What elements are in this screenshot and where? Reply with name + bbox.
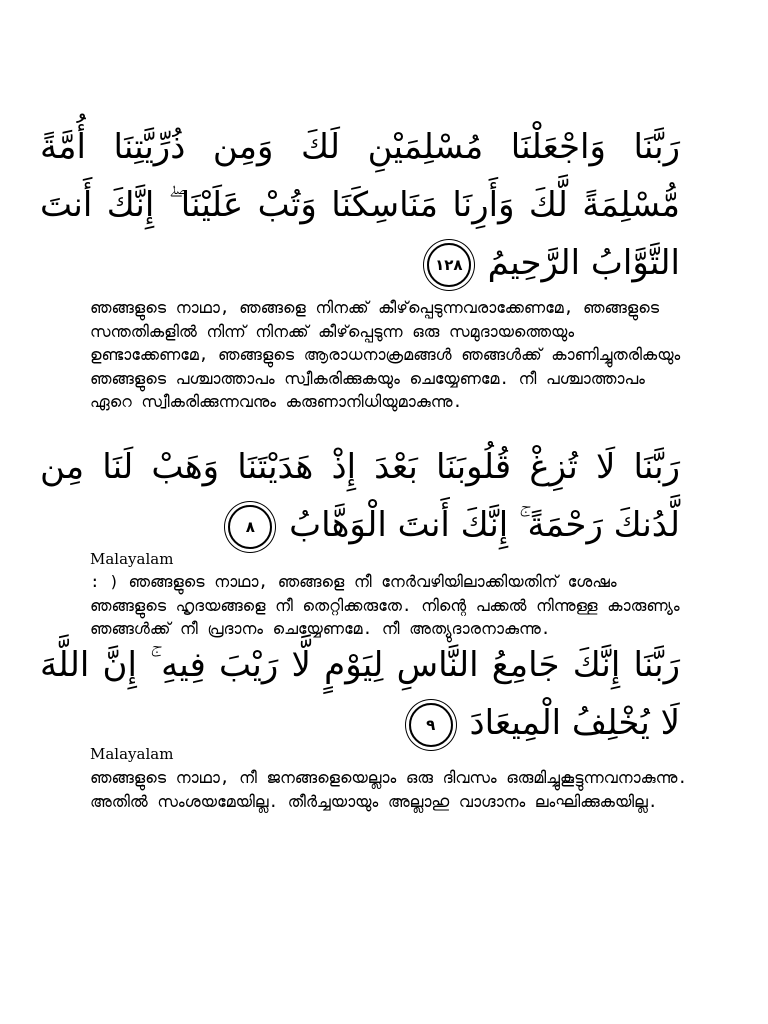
arabic-verse-3-text: رَبَّنَا إِنَّكَ جَامِعُ النَّاسِ لِيَوْمٍ لَّا رَيْبَ فِيهِ ۚ إِنَّ اللَّهَ لَا يُخْلِفُ الْمِيعَادَ [40, 645, 680, 743]
ayah-number-marker: ٩ [409, 703, 453, 747]
ayah-number-marker: ٨ [228, 505, 272, 549]
ayah-number-marker: ١٢٨ [427, 243, 471, 287]
arabic-verse-3 [40, 636, 680, 752]
translation-verse-3: ഞങ്ങളുടെ നാഥാ, നീ ജനങ്ങളെയെല്ലാം ഒരു ദിവസം ഒരുമിച്ചുകൂട്ടുന്നവനാകുന്നു. അതില്‍ സംശയമേയില്ല. തീര്‍ച്ചയായും അല്ലാഹു വാഗ്ദാനം ലംഘിക്കുകയില്ല. [90, 768, 688, 811]
language-label: Malayalam [90, 745, 174, 763]
language-label: Malayalam [90, 550, 174, 568]
arabic-verse-2 [40, 438, 680, 554]
arabic-verse-2-text: رَبَّنَا لَا تُزِغْ قُلُوبَنَا بَعْدَ إِذْ هَدَيْتَنَا وَهَبْ لَنَا مِن لَّدُنكَ رَحْمَةً ۚ إِنَّكَ أَنتَ الْوَهَّابُ [40, 447, 680, 545]
translation-verse-2: : ) ഞങ്ങളുടെ നാഥാ, ഞങ്ങളെ നീ നേര്‍വഴിയിലാക്കിയതിന് ശേഷം ഞങ്ങളുടെ ഹൃദയങ്ങളെ നീ തെറ്റിക്കരുതേ. നിന്റെ പക്കല്‍ നിന്നുള്ള കാരുണ്യം ഞങ്ങള്‍ക്ക് നീ പ്രദാനം ചെയ്യേണമേ. നീ അത്യുദാരനാകുന്നു. [90, 572, 680, 638]
arabic-verse-1 [40, 118, 680, 292]
translation-verse-1: ഞങ്ങളുടെ നാഥാ, ഞങ്ങളെ നിനക്ക് കീഴ്‌പ്പെടുന്നവരാക്കേണമേ, ഞങ്ങളുടെ സന്തതികളില്‍ നിന്ന് നിനക്ക് കീഴ്‌പ്പെടുന്ന ഒരു സമുദായത്തെയും ഉണ്ടാക്കേണമേ, ഞങ്ങളുടെ ആരാധനാക്രമങ്ങള്‍ ഞങ്ങള്‍ക്ക് കാണിച്ചുതരികയും ഞങ്ങളുടെ പശ്ചാത്താപം സ്വീകരിക്കുകയും ചെയ്യേണമേ. നീ പശ്ചാത്താപം ഏറെ സ്വീകരിക്കുന്നവനും കരുണാനിധിയുമാകുന്നു. [90, 298, 681, 411]
arabic-verse-1-text: رَبَّنَا وَاجْعَلْنَا مُسْلِمَيْنِ لَكَ وَمِن ذُرِّيَّتِنَا أُمَّةً مُّسْلِمَةً لَّكَ وَأَرِنَا مَنَاسِكَنَا وَتُبْ عَلَيْنَا ۖ إِنَّكَ أَنتَ التَّوَّابُ الرَّحِيمُ [40, 127, 680, 283]
